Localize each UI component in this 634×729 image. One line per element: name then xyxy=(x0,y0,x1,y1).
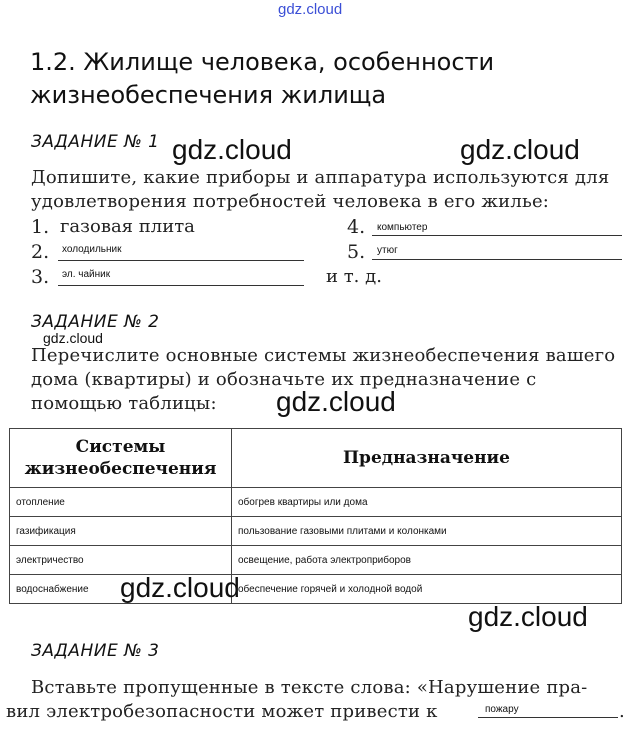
answer-line xyxy=(58,285,304,286)
life-support-table xyxy=(9,428,622,604)
watermark-5: gdz.cloud xyxy=(468,601,588,632)
task1-heading: ЗАДАНИЕ № 1 xyxy=(31,132,160,152)
watermark-3: gdz.cloud xyxy=(276,386,396,417)
watermark-4: gdz.cloud xyxy=(120,572,240,603)
item-number: 5. xyxy=(347,241,366,263)
item-number: 1. xyxy=(31,216,50,238)
system-cell: газификация xyxy=(10,517,232,546)
item-value: холодильник xyxy=(62,244,122,255)
item-value: газовая плита xyxy=(60,216,195,237)
answer-line xyxy=(58,260,304,261)
answer-line xyxy=(478,717,618,718)
system-cell: водоснабжение xyxy=(10,575,232,604)
task3-end: . xyxy=(619,701,625,722)
task3-answer: пожару xyxy=(485,704,519,715)
column-header-purpose: Предназначение xyxy=(232,429,622,488)
purpose-cell: пользование газовыми плитами и колонками xyxy=(232,517,622,546)
item-value: утюг xyxy=(377,245,398,256)
task1-text: Допишите, какие приборы и аппаратура используются для удовлетворения потребностей человека в его жилье: xyxy=(31,167,610,212)
item-number: 2. xyxy=(31,241,50,263)
item-value: эл. чайник xyxy=(62,269,111,280)
column-header-systems: Системы жизнеобеспечения xyxy=(10,429,232,488)
table-row xyxy=(10,546,622,575)
table-header-row xyxy=(10,429,622,488)
item-number: 4. xyxy=(347,216,366,238)
answer-line xyxy=(372,259,622,260)
table-row xyxy=(10,488,622,517)
watermark-1: gdz.cloud xyxy=(172,134,292,165)
item-number: 3. xyxy=(31,266,50,288)
purpose-cell: освещение, работа электроприборов xyxy=(232,546,622,575)
table-row xyxy=(10,517,622,546)
task2-heading: ЗАДАНИЕ № 2 xyxy=(31,312,160,332)
table-row xyxy=(10,575,622,604)
item-value: компьютер xyxy=(377,222,428,233)
system-cell: электричество xyxy=(10,546,232,575)
task3-text-line2: вил электробезопасности может привести к xyxy=(6,701,438,722)
purpose-cell: обогрев квартиры или дома xyxy=(232,488,622,517)
section-title: 1.2. Жилище человека, особенности жизнеобеспечения жилища xyxy=(30,48,495,109)
watermark-small: gdz.cloud xyxy=(43,330,103,346)
task3-text-line1: Вставьте пропущенные в тексте слова: «Нарушение пра- xyxy=(31,677,588,698)
system-cell: отопление xyxy=(10,488,232,517)
watermark-2: gdz.cloud xyxy=(460,134,580,165)
purpose-cell: обеспечение горячей и холодной водой xyxy=(232,575,622,604)
etc-text: и т. д. xyxy=(326,266,382,287)
task2-text: Перечислите основные системы жизнеобеспечения вашего дома (квартиры) и обозначьте их предназначение с помощью таблицы: xyxy=(31,345,616,414)
top-watermark: gdz.cloud xyxy=(278,1,343,18)
answer-line xyxy=(372,235,622,236)
task3-heading: ЗАДАНИЕ № 3 xyxy=(31,641,160,661)
